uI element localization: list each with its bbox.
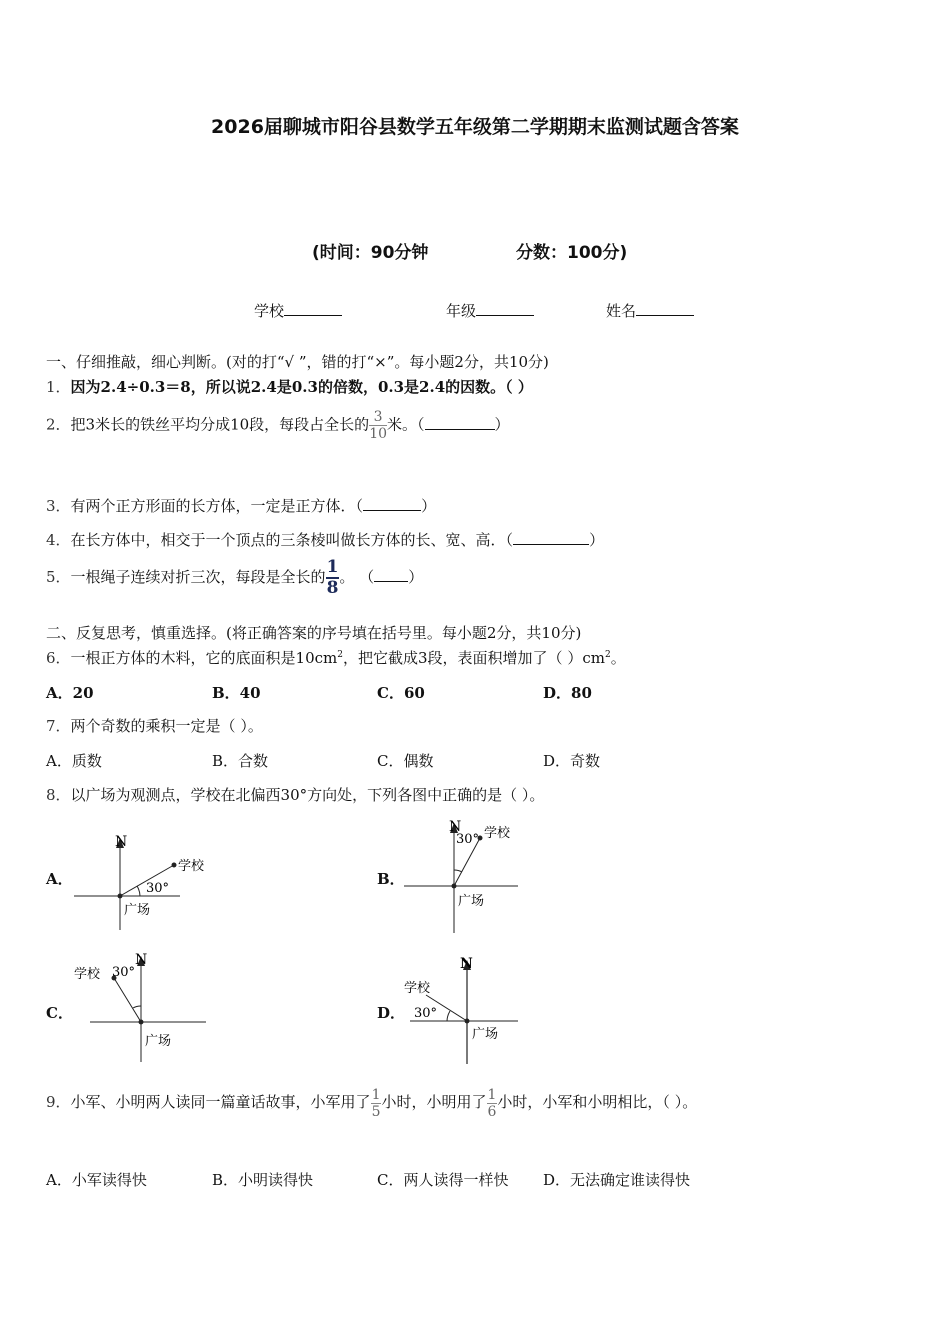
q1-text: 因为2.4÷0.3＝8，所以说2.4是0.3的倍数，0.3是2.4的因数。（ ） bbox=[70, 378, 533, 396]
question-7 bbox=[46, 715, 263, 736]
q9-number: 9． bbox=[46, 1093, 71, 1111]
diagram-d-school: 学校 bbox=[404, 981, 431, 996]
q5-text-c: ） bbox=[408, 568, 424, 586]
q5-number: 5． bbox=[46, 568, 71, 586]
q7-option-c[interactable]: C．偶数 bbox=[377, 752, 434, 770]
q1-number: 1． bbox=[46, 378, 71, 396]
q2-text-c: ） bbox=[494, 415, 510, 434]
name-label: 姓名 bbox=[606, 302, 637, 320]
q9-option-b[interactable]: B．小明读得快 bbox=[212, 1171, 314, 1189]
q5-fraction: $\frac{1}{8}$ bbox=[326, 557, 339, 598]
q9-text-c: 小时，小军和小明相比，（ ）。 bbox=[497, 1093, 698, 1111]
q3-answer-blank[interactable] bbox=[363, 496, 421, 511]
q6-option-c[interactable]: C．60 bbox=[377, 684, 425, 702]
q8-option-b[interactable]: B． bbox=[377, 870, 405, 888]
q6-number: 6． bbox=[46, 649, 71, 667]
diagram-a-school: 学校 bbox=[178, 859, 205, 874]
q6-option-a[interactable]: A．20 bbox=[46, 684, 94, 702]
section1-heading: 一、仔细推敲，细心判断。(对的打“√ ”，错的打“×”。每小题2分，共10分) bbox=[46, 353, 549, 371]
q6-sup-2: 2 bbox=[604, 650, 611, 660]
question-9 bbox=[46, 1085, 697, 1120]
q8-text: 以广场为观测点，学校在北偏西30°方向处，下列各图中正确的是（ ）。 bbox=[70, 786, 545, 804]
exam-score: 分数：100分) bbox=[516, 243, 628, 263]
q3-number: 3． bbox=[46, 497, 71, 515]
grade-field[interactable] bbox=[446, 300, 534, 321]
diagram-a-plaza: 广场 bbox=[124, 903, 151, 918]
question-1 bbox=[46, 376, 533, 397]
diagram-d-angle: 30° bbox=[414, 1006, 438, 1021]
diagram-d-north: N bbox=[460, 956, 473, 972]
q7-number: 7． bbox=[46, 717, 71, 735]
q7-option-b[interactable]: B．合数 bbox=[212, 752, 269, 770]
q4-number: 4． bbox=[46, 531, 71, 549]
q2-text-b: 米。（ bbox=[387, 415, 425, 434]
q8-diagram-a bbox=[70, 830, 220, 940]
diagram-a-angle: 30° bbox=[146, 881, 170, 896]
q5-text-a: 一根绳子连续对折三次，每段是全长的 bbox=[70, 568, 326, 586]
q7-option-a[interactable]: A．质数 bbox=[46, 752, 102, 770]
question-2 bbox=[46, 409, 510, 442]
question-3 bbox=[46, 495, 436, 516]
grade-label: 年级 bbox=[446, 302, 477, 320]
page-title: 2026届聊城市阳谷县数学五年级第二学期期末监测试题含答案 bbox=[211, 116, 739, 138]
q6-sup-1: 2 bbox=[337, 650, 343, 660]
q6-option-d[interactable]: D．80 bbox=[543, 684, 592, 702]
question-8 bbox=[46, 784, 544, 805]
q2-number: 2． bbox=[46, 415, 71, 434]
q8-option-c[interactable]: C． bbox=[46, 1004, 73, 1022]
section2-heading: 二、反复思考，慎重选择。(将正确答案的序号填在括号里。每小题2分，共10分) bbox=[46, 624, 582, 642]
question-6 bbox=[46, 647, 626, 668]
q2-text-a: 把3米长的铁丝平均分成10段，每段占全长的 bbox=[70, 415, 370, 434]
q3-text-a: 有两个正方形面的长方体，一定是正方体．（ bbox=[70, 497, 364, 515]
q8-diagram-b bbox=[400, 815, 530, 940]
q8-diagram-c bbox=[70, 948, 220, 1068]
name-field[interactable] bbox=[606, 300, 694, 321]
diagram-d-plaza: 广场 bbox=[472, 1027, 499, 1042]
q9-option-c[interactable]: C．两人读得一样快 bbox=[377, 1171, 509, 1189]
q8-option-a[interactable]: A． bbox=[46, 870, 73, 888]
school-field[interactable] bbox=[254, 300, 342, 321]
q7-text: 两个奇数的乘积一定是（ ）。 bbox=[70, 717, 263, 735]
diagram-a-north: N bbox=[115, 834, 128, 850]
q4-text-a: 在长方体中，相交于一个顶点的三条棱叫做长方体的长、宽、高．（ bbox=[70, 531, 514, 549]
q9-text-a: 小军、小明两人读同一篇童话故事，小军用了 bbox=[70, 1093, 371, 1111]
diagram-c-north: N bbox=[135, 952, 148, 968]
q9-fraction-2: $\frac{1}{6}$ bbox=[487, 1086, 497, 1120]
question-5 bbox=[46, 558, 423, 598]
q9-option-d[interactable]: D．无法确定谁读得快 bbox=[543, 1171, 691, 1189]
school-label: 学校 bbox=[254, 302, 285, 320]
q9-text-b: 小时，小明用了 bbox=[381, 1093, 487, 1111]
q8-diagram-d bbox=[400, 950, 530, 1070]
q4-text-b: ） bbox=[589, 531, 605, 549]
diagram-b-school: 学校 bbox=[484, 826, 511, 841]
diagram-c-angle: 30° bbox=[112, 965, 136, 980]
diagram-b-angle: 30° bbox=[456, 832, 480, 847]
q8-option-d[interactable]: D． bbox=[377, 1004, 406, 1022]
q2-answer-blank[interactable] bbox=[425, 415, 495, 430]
diagram-c-school: 学校 bbox=[74, 967, 101, 982]
diagram-b-north: N bbox=[449, 819, 462, 835]
q5-answer-blank[interactable] bbox=[374, 567, 408, 582]
diagram-b-plaza: 广场 bbox=[458, 894, 485, 909]
q3-text-b: ） bbox=[421, 497, 437, 515]
q7-option-d[interactable]: D．奇数 bbox=[543, 752, 601, 770]
q6-text-c: 。 bbox=[610, 649, 626, 667]
question-4 bbox=[46, 529, 604, 550]
q6-option-b[interactable]: B．40 bbox=[212, 684, 261, 702]
q6-text-a: 一根正方体的木料，它的底面积是10cm bbox=[70, 649, 338, 667]
q9-fraction-1: $\frac{1}{5}$ bbox=[371, 1086, 381, 1120]
q2-fraction: $\frac{3}{10}$ bbox=[369, 409, 388, 442]
exam-time: (时间：90分钟 bbox=[312, 243, 429, 263]
q6-text-b: ，把它截成3段，表面积增加了（ ）cm bbox=[343, 649, 605, 667]
q5-text-b: 。 （ bbox=[339, 568, 375, 586]
q4-answer-blank[interactable] bbox=[513, 530, 589, 545]
q8-number: 8． bbox=[46, 786, 71, 804]
diagram-c-plaza: 广场 bbox=[145, 1034, 172, 1049]
q9-option-a[interactable]: A．小军读得快 bbox=[46, 1171, 147, 1189]
